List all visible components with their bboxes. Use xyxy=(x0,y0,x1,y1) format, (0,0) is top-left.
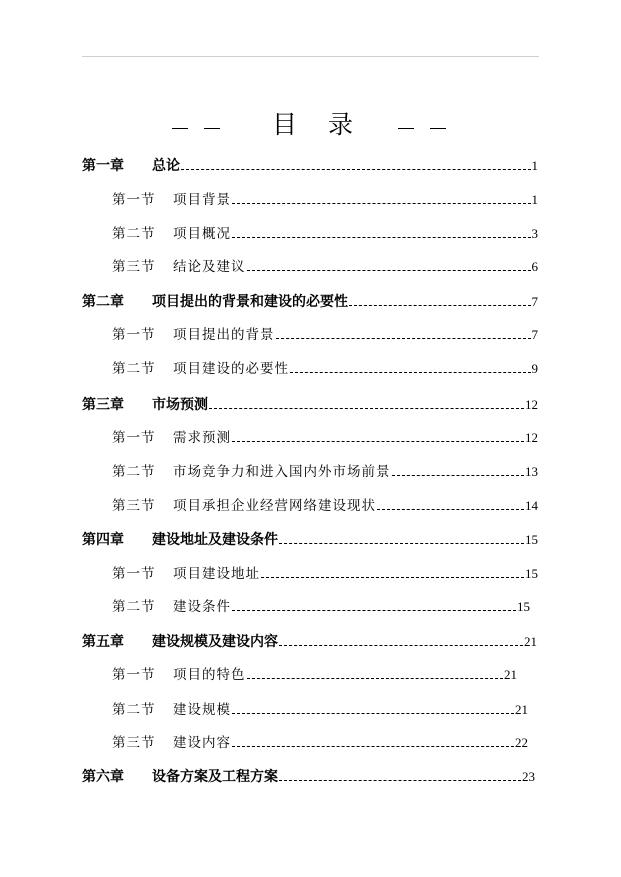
toc-number: 第二节 xyxy=(112,464,156,480)
toc-number: 第三节 xyxy=(112,498,156,514)
toc-page: 21 xyxy=(504,667,517,682)
toc-leader xyxy=(392,475,525,476)
toc-title: 市场预测 xyxy=(152,397,208,413)
toc-leader xyxy=(232,237,531,238)
page-title xyxy=(0,110,621,146)
toc-section[interactable] xyxy=(112,422,538,446)
toc-leader xyxy=(232,610,516,611)
toc-number: 第二节 xyxy=(112,226,156,242)
toc-title: 设备方案及工程方案 xyxy=(152,769,278,785)
toc-title: 需求预测 xyxy=(173,430,231,446)
toc-page: 23 xyxy=(522,769,535,784)
toc-number: 第三章 xyxy=(82,397,124,413)
toc-page: 1 xyxy=(531,158,538,173)
toc-title: 建设条件 xyxy=(173,599,231,615)
toc-title: 项目建设地址 xyxy=(173,566,260,582)
toc-section[interactable] xyxy=(112,591,530,615)
toc-title: 建设规模及建设内容 xyxy=(152,634,278,650)
toc-number: 第一节 xyxy=(112,667,156,683)
toc-page: 21 xyxy=(524,634,537,649)
toc-number: 第二节 xyxy=(112,361,156,377)
toc-page: 12 xyxy=(525,430,538,445)
toc-leader xyxy=(349,305,531,306)
toc-page: 1 xyxy=(531,192,538,207)
toc-leader xyxy=(232,746,514,747)
toc-leader xyxy=(247,270,531,271)
toc-number: 第六章 xyxy=(82,769,124,785)
toc-leader xyxy=(279,543,524,544)
toc-page: 9 xyxy=(531,361,538,376)
toc-chapter[interactable] xyxy=(82,761,535,785)
toc-chapter[interactable] xyxy=(82,286,538,310)
toc-leader xyxy=(261,577,524,578)
toc-page: 22 xyxy=(515,735,528,750)
toc-chapter[interactable] xyxy=(82,150,538,174)
toc-page: 15 xyxy=(525,532,538,547)
toc-page: 15 xyxy=(517,599,530,614)
toc-title: 建设规模 xyxy=(173,702,231,718)
toc-number: 第三节 xyxy=(112,259,156,275)
toc-title: 总论 xyxy=(152,158,180,174)
toc-page: 3 xyxy=(531,226,538,241)
toc-page: 7 xyxy=(531,327,538,342)
toc-leader xyxy=(232,713,514,714)
toc-section[interactable] xyxy=(112,490,538,514)
toc-leader xyxy=(209,408,524,409)
title-char: 目 xyxy=(272,110,298,139)
toc-leader xyxy=(232,203,531,204)
toc-section[interactable] xyxy=(112,184,538,208)
toc-leader xyxy=(279,645,523,646)
toc-leader xyxy=(290,372,531,373)
toc-section[interactable] xyxy=(112,251,538,275)
toc-number: 第一章 xyxy=(82,158,124,174)
toc-number: 第二章 xyxy=(82,294,124,310)
toc-chapter[interactable] xyxy=(82,389,538,413)
title-dash xyxy=(398,128,414,129)
toc-number: 第四章 xyxy=(82,532,124,548)
toc-title: 建设地址及建设条件 xyxy=(152,532,278,548)
toc-section[interactable] xyxy=(112,456,538,480)
toc-section[interactable] xyxy=(112,319,538,343)
toc-title: 结论及建议 xyxy=(173,259,246,275)
toc-title: 项目提出的背景 xyxy=(173,327,275,343)
toc-number: 第一节 xyxy=(112,566,156,582)
toc-leader xyxy=(377,509,524,510)
header-rule xyxy=(82,56,539,57)
toc-chapter[interactable] xyxy=(82,524,538,548)
toc-page: 12 xyxy=(525,397,538,412)
toc-section[interactable] xyxy=(112,558,538,582)
toc-title: 项目概况 xyxy=(173,226,231,242)
toc-leader xyxy=(181,169,531,170)
toc-number: 第一节 xyxy=(112,327,156,343)
toc-title: 项目的特色 xyxy=(173,667,246,683)
toc-title: 项目提出的背景和建设的必要性 xyxy=(152,294,348,310)
toc-section[interactable] xyxy=(112,353,538,377)
toc-leader xyxy=(279,780,521,781)
toc-number: 第一节 xyxy=(112,430,156,446)
toc-section[interactable] xyxy=(112,218,538,242)
toc-leader xyxy=(276,338,531,339)
toc-page: 14 xyxy=(525,498,538,513)
toc-title: 项目承担企业经营网络建设现状 xyxy=(173,498,376,514)
toc-number: 第二节 xyxy=(112,702,156,718)
title-dash xyxy=(430,128,446,129)
toc-section[interactable] xyxy=(112,727,528,751)
title-dash xyxy=(204,128,220,129)
toc-title: 项目背景 xyxy=(173,192,231,208)
toc-page: 15 xyxy=(525,566,538,581)
toc-title: 建设内容 xyxy=(173,735,231,751)
title-char: 录 xyxy=(328,110,354,139)
toc-page: 6 xyxy=(531,259,538,274)
toc-leader xyxy=(232,441,524,442)
toc-page: 7 xyxy=(531,294,538,309)
toc-section[interactable] xyxy=(112,659,517,683)
toc-number: 第二节 xyxy=(112,599,156,615)
toc-title: 项目建设的必要性 xyxy=(173,361,289,377)
title-dash xyxy=(172,128,188,129)
toc-leader xyxy=(247,678,504,679)
toc-section[interactable] xyxy=(112,694,528,718)
toc-number: 第一节 xyxy=(112,192,156,208)
toc-number: 第三节 xyxy=(112,735,156,751)
toc-page: 21 xyxy=(515,702,528,717)
toc-page: 13 xyxy=(525,464,538,479)
toc-title: 市场竞争力和进入国内外市场前景 xyxy=(173,464,391,480)
toc-chapter[interactable] xyxy=(82,626,537,650)
toc-number: 第五章 xyxy=(82,634,124,650)
